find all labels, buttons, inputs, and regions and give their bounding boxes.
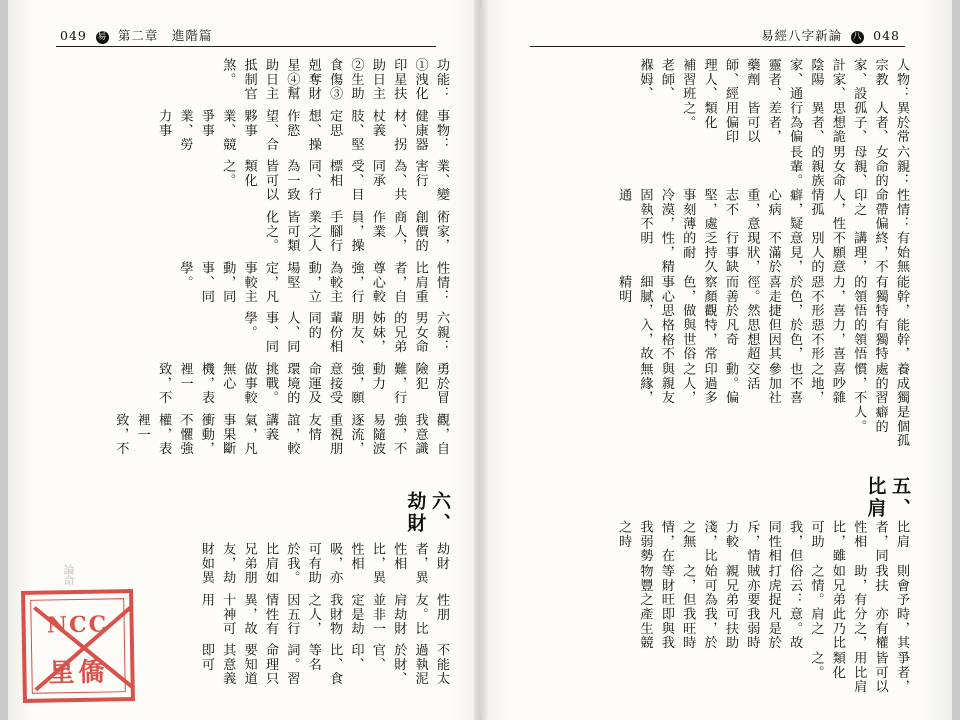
text-column: 爭者，皆可以用比肩類化之。	[808, 650, 909, 694]
left-header-title: 第二章 進階篇	[117, 28, 213, 43]
watermark-text: 論命	[62, 564, 75, 586]
text-column: 有始無終，不講理，不願意別人的意見，不滿於現狀，行事缺乏持久的耐性，精明	[637, 231, 909, 275]
text-column: 人物：宗教家、設計家、陰陽家、通靈者、藥劑師、經理人、補習班老師、褓姆、	[637, 57, 909, 101]
text-column: 觀，自我意識強，不易隨波逐流，重視朋友情誼，較講義氣，凡事果斷衝動，不懼強權，表裡一致，不	[113, 412, 449, 456]
text-column: 劫財者，異性相比，異性相吸，亦可有助於我。比肩如兄弟朋友，劫財如異	[198, 541, 449, 585]
left-header-rule	[56, 46, 436, 47]
right-page-text-block	[512, 58, 912, 694]
text-column: 不能太過執泥於財、官、印、比、食等名詞。習命理只要知道其意義即可	[198, 643, 449, 687]
right-header-rule	[530, 46, 905, 47]
page-edge-right	[952, 0, 960, 720]
text-column: 功能：①洩化印星扶助日主②生助食傷③剋奪財星④幫助日主抵制官煞。	[220, 57, 449, 101]
right-page-number: 048	[873, 28, 900, 43]
section-heading: 五、比肩	[864, 476, 911, 521]
text-column: 則會予我扶助，有如兄弟之情。俗云：打虎捉賊亦要親兄弟始可為之，但等財旺物豐之	[637, 563, 909, 607]
left-page-number: 049	[60, 28, 87, 43]
text-column: 六親：女命的母親、男女命的親族長輩。	[787, 144, 909, 188]
text-column: 能幹，有獨特的領悟力，喜惡不形於色，喜走捷徑。然而善於察顏觀色，做事心思細膩，精明	[616, 274, 909, 318]
chapter-mark-icon: 易	[97, 32, 108, 42]
book-mark-icon: 八	[852, 32, 863, 42]
text-column: 勇於冒險犯難，行動力強，願意接受命運及環境的挑戰。做事較無心機，表裡一致，不	[156, 361, 449, 405]
text-column: 性情：命帶偏印之人，性情孤癖，疑心病重，意志不堅，處事刻薄冷漠，固執不通	[616, 188, 909, 231]
text-column: 異於常人者、孤子、思想詭異者、行為偏差者，皆可以用偏印類化之。	[680, 101, 909, 145]
publisher-stamp	[21, 589, 135, 703]
text-column: 是個孤癖的人。	[851, 405, 909, 448]
left-page-header	[60, 26, 212, 44]
right-page-header	[761, 26, 900, 44]
text-column: 業、變害行為、共同承受、目標相同、行為一致皆可以類化之。	[220, 159, 449, 203]
stamp-line2: 星僑	[48, 657, 109, 689]
text-column: 六親：男女命的兄弟姊妹，朋友、輩份相同的人、同事、同學。	[241, 311, 449, 355]
text-column: 事物：健康器材、拐杖義肢、堅定思想、操作慾望、合夥事業、競爭事業、勞力事	[156, 108, 449, 152]
text-column: 時，其亦有權分之，此乃比肩之意。故凡是於我弱時可扶助我，於我旺時即與我產生競	[637, 607, 909, 651]
text-column: 養成獨處的習慣，不喜吵雜之地，也不喜參加社交活動。偏印過多之人，與親友無緣，	[637, 361, 909, 405]
text-column: 比肩者，同性相比，雖可助我，但同性相斥，情力較淺，比之無情，在我弱勢之時	[616, 520, 909, 564]
section-heading: 六、劫財	[404, 491, 451, 536]
text-column: 術家，創價的商人，作業員，操手腳行業之人皆可類化之。	[263, 209, 449, 253]
text-column: 性情：比肩重者，自尊心較強，行為較主動，立場堅定，凡事較主動，同事、同學。	[177, 260, 449, 304]
right-header-title: 易經八字新論	[761, 28, 843, 43]
stamp-line1: NCC	[46, 611, 109, 639]
text-column: 能幹，有獨特的領悟力，喜惡不形於色，但因其思想超凡奇特，常與世俗格格不入，故	[637, 318, 909, 362]
text-column: 性朋友。比肩劫財並非一定是劫我財物之人，因五行情性有異，故十神可用	[198, 592, 449, 636]
book-gutter	[474, 0, 488, 720]
